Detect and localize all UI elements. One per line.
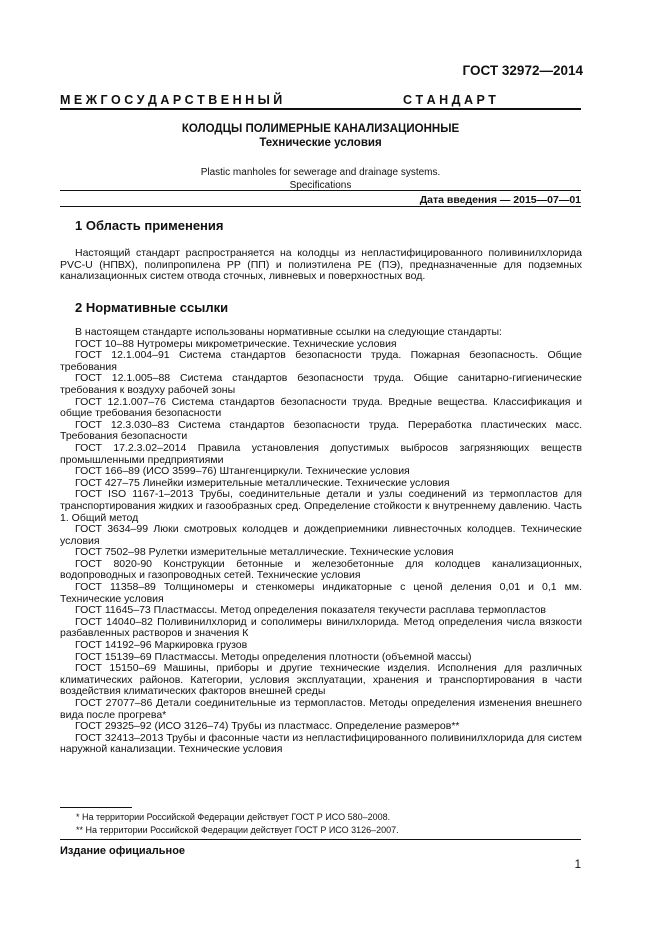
footnote-rule [60,807,132,808]
reference-item: ГОСТ 427–75 Линейки измерительные металлические. Технические условия [75,476,450,489]
reference-item: ГОСТ 17.2.3.02–2014 Правила установления допустимых выбросов загрязняющих веществ промышленными предприятиями [60,441,582,466]
official-edition-label: Издание официальное [60,845,186,857]
banner-standard: С Т А Н Д А Р Т [403,93,496,107]
reference-item: ГОСТ 29325–92 (ИСО 3126–74) Трубы из пластмасс. Определение размеров** [75,720,460,733]
title-block [60,122,581,192]
subtitle-en: Specifications [289,179,352,191]
title-ru: КОЛОДЦЫ ПОЛИМЕРНЫЕ КАНАЛИЗАЦИОННЫЕ [181,123,460,135]
footnotes [76,811,399,837]
reference-item: ГОСТ 27077–86 Детали соединительные из термопластов. Методы определения изменения внешнего вида после прогрева* [60,697,582,721]
reference-item: ГОСТ 12.1.007–76 Система стандартов безопасности труда. Вредные вещества. Классификация и общие требования безопасности [60,395,582,420]
reference-item: ГОСТ 166–89 (ИСО 3599–76) Штангенциркули. Технические условия [75,465,410,478]
reference-item: ГОСТ ISO 1167-1–2013 Трубы, соединительные детали и узлы соединений из термопластов для транспортирования жидких и газообразных сред. Определение стойкости к внутреннему давлению. Часть 1. Общий метод [60,488,582,524]
reference-item: ГОСТ 3634–99 Люки смотровых колодцев и дождеприемники ливнесточных колодцев. Технические условия [60,523,582,547]
reference-item: ГОСТ 14192–96 Маркировка грузов [75,639,248,652]
reference-item: ГОСТ 15150–69 Машины, приборы и другие технические изделия. Исполнения для различных климатических районов. Категории, условия эксплуатации, хранения и транспортирования в части воздействия климатических факторов внешней среды [60,662,582,698]
reference-item: В настоящем стандарте использованы нормативные ссылки на следующие стандарты: [75,326,502,338]
page-number: 1 [574,859,581,871]
banner-rule [60,108,581,110]
footnote-1: * На территории Российской Федерации действует ГОСТ Р ИСО 580–2008. [76,812,391,822]
introduction-date: Дата введения — 2015—07—01 [419,194,581,206]
section-1-heading: 1 Область применения [75,218,224,233]
banner-interstate: М Е Ж Г О С У Д А Р С Т В Е Н Н Ы Й [60,93,283,107]
section-1-text [60,248,582,283]
footnote-2: ** На территории Российской Федерации действует ГОСТ Р ИСО 3126–2007. [76,825,399,835]
date-rule [60,206,581,207]
footer-rule [60,839,581,840]
normative-references-list [60,327,582,756]
reference-item: ГОСТ 10–88 Нутромеры микрометрические. Технические условия [75,337,397,350]
reference-item: ГОСТ 14040–82 Поливинилхлорид и сополимеры винилхлорида. Метод определения числа вязкости разбавленных растворов и значения К [60,615,582,640]
reference-item: ГОСТ 15139–69 Пластмассы. Методы определения плотности (объемной массы) [75,650,472,663]
section-2-heading: 2 Нормативные ссылки [75,300,229,315]
scope-paragraph: Настоящий стандарт распространяется на колодцы из непластифицированного поливинилхлорида PVC-U (НПВХ), полипропилена PP (ПП) и полиэтилена PE (ПЭ), предназначенные для подземных канализационных систем отвода сточных, ливневых и поверхностных вод. [60,247,582,283]
title-en: Plastic manholes for sewerage and drainage systems. [200,167,441,178]
reference-item: ГОСТ 12.1.004–91 Система стандартов безопасности труда. Пожарная безопасность. Общие требования [60,349,582,373]
subtitle-ru: Технические условия [259,137,382,149]
reference-item: ГОСТ 12.1.005–88 Система стандартов безопасности труда. Общие санитарно-гигиенические требования к воздуху рабочей зоны [60,372,582,396]
reference-item: ГОСТ 11645–73 Пластмассы. Метод определения показателя текучести расплава термопластов [75,604,547,617]
reference-item: ГОСТ 32413–2013 Трубы и фасонные части из непластифицированного поливинилхлорида для систем наружной канализации. Технические условия [60,731,582,756]
reference-item: ГОСТ 11358–89 Толщиномеры и стенкомеры индикаторные с ценой деления 0,01 и 0,1 мм. Технические условия [60,581,582,605]
title-rule [60,190,581,191]
reference-item: ГОСТ 12.3.030–83 Система стандартов безопасности труда. Переработка пластических масс. Требования безопасности [60,418,582,443]
document-code: ГОСТ 32972—2014 [462,63,583,78]
reference-item: ГОСТ 8020-90 Конструкции бетонные и железобетонные для колодцев канализационных, водопроводных и газопроводных сетей. Технические условия [60,557,582,582]
reference-item: ГОСТ 7502–98 Рулетки измерительные металлические. Технические условия [75,546,454,559]
